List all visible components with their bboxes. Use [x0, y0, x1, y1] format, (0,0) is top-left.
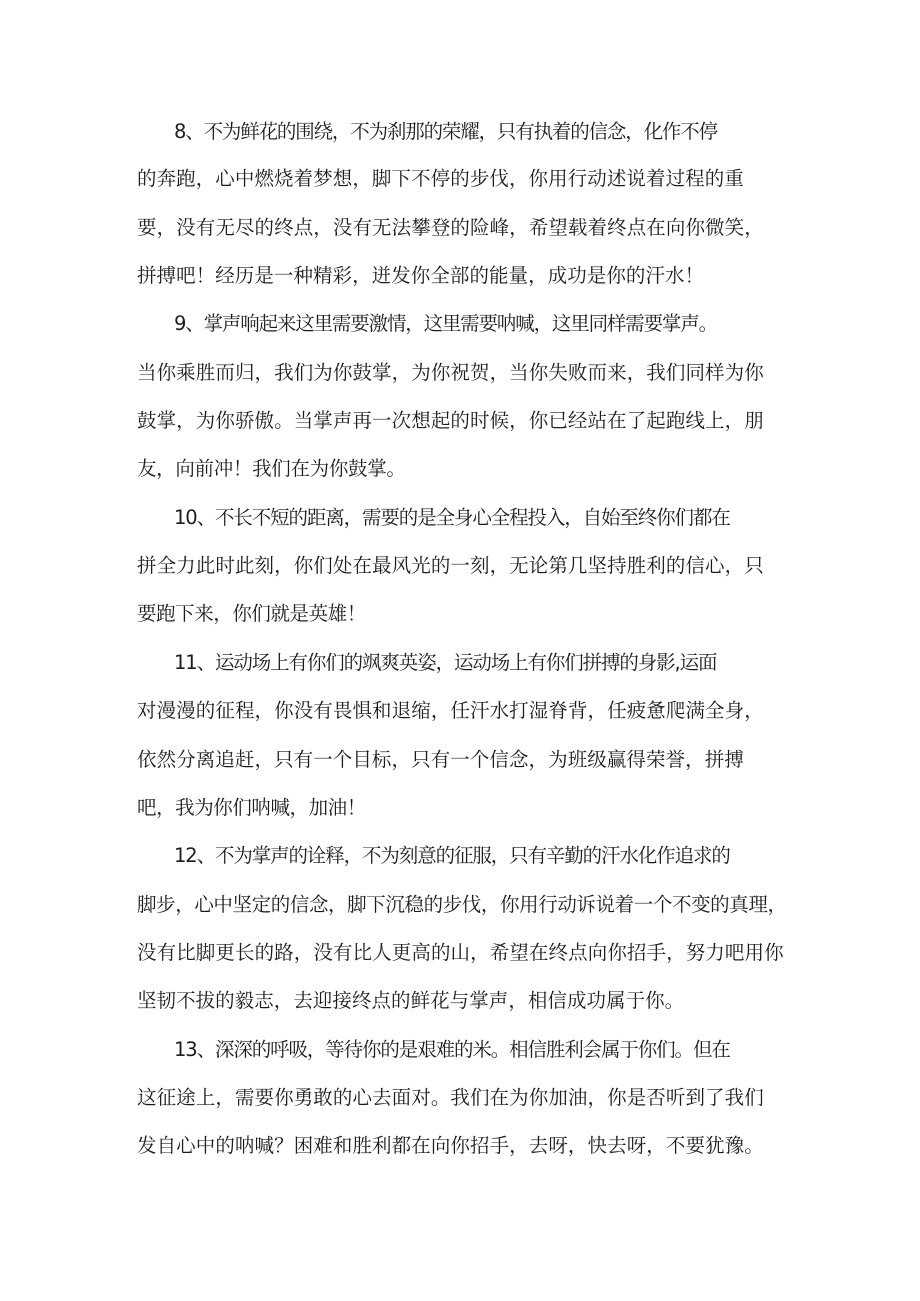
text-line: 的奔跑，心中燃烧着梦想，脚下不停的步伐，你用行动述说着过程的重: [137, 167, 744, 190]
text-line: 坚韧不拔的毅志，去迎接终点的鲜花与掌声，相信成功属于你。: [137, 989, 685, 1012]
text-line: 9、掌声响起来这里需要激情，这里需要呐喊，这里同样需要掌声。: [174, 312, 717, 335]
text-line: 10、不长不短的距离，需要的是全身心全程投入，自始至终你们都在: [174, 506, 730, 529]
text-line: 对漫漫的征程，你没有畏惧和退缩，任汗水打湿脊背，任疲惫爬满全身，: [137, 699, 764, 722]
text-line: 拼全力此时此刻，你们处在最风光的一刻，无论第几坚持胜利的信心，只: [137, 554, 764, 577]
text-line: 要跑下来，你们就是英雄！: [137, 602, 366, 625]
text-line: 吧，我为你们呐喊，加油！: [137, 796, 366, 819]
text-line: 这征途上，需要你勇敢的心去面对。我们在为你加油，你是否听到了我们: [137, 1086, 764, 1109]
text-line: 11、运动场上有你们的飒爽英姿，运动场上有你们拼搏的身影,运面: [174, 651, 717, 674]
text-line: 发自心中的呐喊？困难和胜利都在向你招手，去呀，快去呀，不要犹豫。: [137, 1134, 764, 1157]
text-line: 没有比脚更长的路，没有比人更高的山，希望在终点向你招手，努力吧用你: [137, 941, 784, 964]
text-line: 当你乘胜而归，我们为你鼓掌，为你祝贺，当你失败而来，我们同样为你: [137, 361, 764, 384]
text-line: 要，没有无尽的终点，没有无法攀登的险峰，希望载着终点在向你微笑，: [137, 216, 764, 239]
text-line: 鼓掌，为你骄傲。当掌声再一次想起的时候，你已经站在了起跑线上，朋: [137, 409, 764, 432]
text-line: 12、不为掌声的诠释，不为刻意的征服，只有辛勤的汗水化作追求的: [174, 844, 730, 867]
text-line: 脚步，心中坚定的信念，脚下沉稳的步伐，你用行动诉说着一个不变的真理，: [137, 893, 787, 916]
text-line: 拼搏吧！经历是一种精彩，迸发你全部的能量，成功是你的汗水！: [137, 264, 705, 287]
text-line: 8、不为鲜花的围绕，不为刹那的荣耀，只有执着的信念，化作不停: [174, 120, 717, 143]
text-line: 13、深深的呼吸，等待你的是艰难的米。相信胜利会属于你们。但在: [174, 1038, 730, 1061]
text-line: 友，向前冲！我们在为你鼓掌。: [137, 457, 406, 480]
text-line: 依然分离追赶，只有一个目标，只有一个信念，为班级赢得荣誉，拼搏: [137, 748, 744, 771]
